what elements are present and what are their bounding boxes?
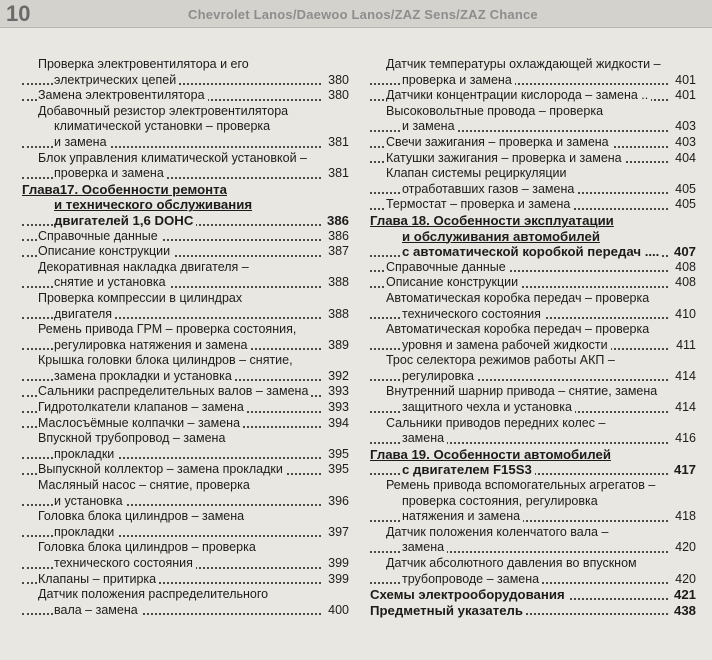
toc-entry-line: [22, 509, 349, 525]
toc-page-number: 403: [672, 135, 696, 151]
toc-entry-text: Проверка компрессии в цилиндрах: [38, 290, 243, 305]
toc-column-left: [22, 57, 349, 618]
toc-page-number: 386: [325, 229, 349, 245]
toc-entry-line: [370, 307, 696, 323]
toc-entry-line: [370, 509, 696, 525]
toc-entry-text: с автоматической коробкой передач ....: [402, 244, 662, 260]
toc-entry-text: Автоматическая коробка передач – проверка: [386, 322, 650, 337]
toc-page-number: 396: [325, 494, 349, 510]
toc-entry-line: [22, 119, 349, 135]
toc-entry-line: [370, 478, 696, 494]
toc-entry-line: [22, 400, 349, 416]
toc-entry-text: Добавочный резистор электровентилятора: [38, 103, 289, 118]
toc-entry-line: [22, 104, 349, 120]
toc-entry-line: [370, 119, 696, 135]
toc-entry-line: [22, 462, 349, 478]
toc-entry-line: [370, 369, 696, 385]
toc-page-number: 417: [671, 462, 696, 478]
toc-page-number: 401: [672, 73, 696, 89]
toc-entry-text: климатической установки – проверка: [54, 119, 271, 134]
toc-page-number: 386: [324, 213, 349, 229]
toc-entry-text: замена: [402, 540, 447, 556]
toc-entry-line: [370, 400, 696, 416]
toc-entry-text: уровня и замена рабочей жидкости: [402, 338, 611, 354]
toc-page-number: 387: [325, 244, 349, 260]
toc-page-number: 395: [325, 447, 349, 463]
toc-entry-text: регулировка: [402, 369, 477, 385]
toc-entry-line: [22, 57, 349, 73]
toc-entry-line: [370, 338, 696, 354]
toc-page-number: 388: [325, 275, 349, 291]
toc-entry-text: Клапан системы рециркуляции: [386, 166, 567, 181]
toc-entry-text: электрических цепей: [54, 73, 179, 89]
toc-entry-line: [22, 384, 349, 400]
toc-page-number: 397: [325, 525, 349, 541]
toc-entry-line: [22, 275, 349, 291]
toc-page-number: 401: [672, 88, 696, 104]
toc-entry-line: [370, 275, 696, 291]
toc-page-number: 414: [672, 400, 696, 416]
toc-entry-line: [370, 197, 696, 213]
toc-chapter-line: [370, 244, 696, 260]
toc-entry-text: замена: [402, 431, 447, 447]
page-header: [0, 0, 712, 28]
toc-chapter-line: [370, 587, 696, 603]
toc-entry-text: Ремень привода вспомогательных агрегатов –: [386, 478, 656, 493]
toc-entry-line: [22, 307, 349, 323]
toc-entry-line: [22, 291, 349, 307]
toc-entry-text: прокладки: [54, 447, 117, 463]
toc-entry-text: проверка и замена: [54, 166, 167, 182]
toc-chapter-line: [22, 182, 349, 198]
toc-entry-text: и замена: [402, 119, 458, 135]
toc-entry-line: [22, 151, 349, 167]
toc-entry-text: Глава 18. Особенности эксплуатации: [370, 212, 614, 228]
toc-entry-text: натяжения и замена: [402, 509, 523, 525]
toc-entry-line: [22, 431, 349, 447]
toc-entry-line: [370, 151, 696, 167]
toc-chapter-line: [370, 229, 696, 245]
toc-entry-line: [370, 353, 696, 369]
toc-page-number: 399: [325, 556, 349, 572]
toc-entry-text: замена прокладки и установка: [54, 369, 235, 385]
toc-entry-text: Внутренний шарнир привода – снятие, замена: [386, 384, 658, 399]
toc-entry-line: [370, 104, 696, 120]
toc-page-number: 404: [672, 151, 696, 167]
toc-entry-text: Выпускной коллектор – замена прокладки: [38, 462, 286, 478]
toc-entry-line: [22, 338, 349, 354]
toc-entry-text: Крышка головки блока цилиндров – снятие,: [38, 353, 293, 368]
toc-page-number: 381: [325, 135, 349, 151]
toc-entry-text: и обслуживания автомобилей: [402, 228, 600, 244]
toc-entry-text: Сальники приводов передних колес –: [386, 415, 606, 430]
toc-page-number: 411: [673, 338, 696, 354]
toc-entry-text: вала – замена: [54, 603, 141, 619]
toc-entry-line: [370, 73, 696, 89]
toc-entry-text: Проверка электровентилятора и его: [38, 57, 249, 71]
toc-entry-text: прокладки: [54, 525, 117, 541]
toc-entry-text: Высоковольтные провода – проверка: [386, 103, 604, 118]
toc-entry-text: Глава17. Особенности ремонта: [22, 181, 227, 197]
toc-entry-text: Описание конструкции: [386, 275, 521, 291]
toc-entry-text: Автоматическая коробка передач – проверка: [386, 290, 650, 305]
toc-entry-text: Трос селектора режимов работы АКП –: [386, 353, 615, 368]
toc-page-number: 405: [672, 182, 696, 198]
toc-entry-text: Масляный насос – снятие, проверка: [38, 478, 250, 493]
toc-entry-line: [22, 540, 349, 556]
toc-entry-text: Датчик температуры охлаждающей жидкости –: [386, 57, 661, 71]
toc-page-number: 414: [672, 369, 696, 385]
toc-entry-line: [22, 478, 349, 494]
toc-entry-line: [370, 260, 696, 276]
toc-page-number: 408: [672, 275, 696, 291]
toc-page-number: 393: [325, 384, 349, 400]
toc-page-number: 400: [325, 603, 349, 619]
toc-entry-line: [370, 540, 696, 556]
toc-entry-text: Датчики концентрации кислорода – замена ..: [386, 88, 651, 104]
toc-entry-text: Замена электровентилятора: [38, 88, 208, 104]
toc-chapter-line: [22, 213, 349, 229]
toc-entry-text: и технического обслуживания: [54, 197, 253, 213]
toc-entry-text: Сальники распределительных валов – замена: [38, 384, 311, 400]
toc-entry-text: проверка состояния, регулировка: [402, 493, 598, 508]
toc-entry-text: Головка блока цилиндров – проверка: [38, 540, 256, 555]
toc-page-number: 410: [672, 307, 696, 323]
toc-entry-line: [22, 587, 349, 603]
toc-entry-text: Справочные данные: [38, 229, 161, 245]
toc-entry-text: Клапаны – притирка: [38, 572, 159, 588]
toc-entry-text: Схемы электрооборудования: [370, 587, 568, 603]
toc-entry-line: [370, 572, 696, 588]
toc-entry-line: [22, 166, 349, 182]
toc-entry-line: [22, 229, 349, 245]
toc-page-number: 388: [325, 307, 349, 323]
toc-page-number: 408: [672, 260, 696, 276]
toc-entry-text: Глава 19. Особенности автомобилей: [370, 446, 611, 462]
toc-entry-text: Датчик положения распределительного: [38, 587, 269, 602]
toc-entry-line: [370, 494, 696, 510]
toc-chapter-line: [370, 603, 696, 619]
toc-entry-text: Свечи зажигания – проверка и замена: [386, 135, 612, 151]
toc-entry-text: Датчик положения коленчатого вала –: [386, 524, 609, 539]
toc-page-number: 389: [325, 338, 349, 354]
toc-entry-text: Декоративная накладка двигателя –: [38, 259, 249, 274]
toc-page-number: 418: [672, 509, 696, 525]
toc-page-number: 420: [672, 540, 696, 556]
toc-entry-text: трубопроводе – замена: [402, 572, 542, 588]
toc-entry-text: защитного чехла и установка: [402, 400, 575, 416]
toc-entry-line: [370, 416, 696, 432]
toc-page-number: 393: [325, 400, 349, 416]
toc-entry-line: [22, 494, 349, 510]
toc-entry-text: технического состояния: [54, 556, 196, 572]
toc-entry-text: Предметный указатель: [370, 603, 526, 619]
toc-page-number: 438: [671, 603, 696, 619]
toc-page-number: 405: [672, 197, 696, 213]
toc-entry-text: технического состояния: [402, 307, 544, 323]
toc-entry-line: [22, 244, 349, 260]
toc-entry-text: отработавших газов – замена: [402, 182, 577, 198]
toc-page-number: 407: [671, 244, 696, 260]
toc-entry-text: проверка и замена: [402, 73, 515, 89]
toc-entry-text: Описание конструкции: [38, 244, 173, 260]
toc-page-number: 380: [325, 88, 349, 104]
toc-entry-text: регулировка натяжения и замена: [54, 338, 250, 354]
toc-entry-line: [370, 431, 696, 447]
toc-entry-line: [370, 57, 696, 73]
toc-entry-line: [22, 556, 349, 572]
toc-entry-text: Впускной трубопровод – замена: [38, 431, 226, 446]
toc-entry-text: Термостат – проверка и замена: [386, 197, 573, 213]
toc-page-number: 380: [325, 73, 349, 89]
toc-entry-line: [22, 353, 349, 369]
toc-chapter-line: [22, 197, 349, 213]
toc-chapter-line: [370, 213, 696, 229]
toc-entry-text: Блок управления климатической установкой –: [38, 150, 307, 165]
running-title: Chevrolet Lanos/Daewoo Lanos/ZAZ Sens/ZAZ Chance: [188, 7, 538, 22]
toc-entry-text: Справочные данные: [386, 260, 509, 276]
toc-entry-text: Головка блока цилиндров – замена: [38, 509, 245, 524]
toc-entry-text: двигателя: [54, 307, 115, 323]
toc-entry-line: [370, 322, 696, 338]
page-number: 10: [6, 1, 31, 26]
toc-page-number: 392: [325, 369, 349, 385]
toc-page-number: 421: [671, 587, 696, 603]
toc-chapter-line: [370, 447, 696, 463]
toc-entry-line: [22, 572, 349, 588]
toc-entry-line: [22, 88, 349, 104]
toc-entry-line: [22, 260, 349, 276]
toc-entry-text: Датчик абсолютного давления во впускном: [386, 556, 637, 570]
toc-entry-line: [370, 291, 696, 307]
toc-entry-line: [22, 135, 349, 151]
toc-entry-line: [22, 322, 349, 338]
toc-chapter-line: [370, 462, 696, 478]
toc-page-number: 394: [325, 416, 349, 432]
toc-entry-text: Гидротолкатели клапанов – замена: [38, 400, 247, 416]
toc-page-number: 395: [325, 462, 349, 478]
toc-page-number: 416: [672, 431, 696, 447]
toc-entry-text: с двигателем F15S3: [402, 462, 535, 478]
toc-entry-line: [22, 525, 349, 541]
toc-entry-line: [22, 73, 349, 89]
toc-entry-text: двигателей 1,6 DOHC: [54, 213, 196, 229]
toc-entry-line: [370, 166, 696, 182]
toc-page-number: 403: [672, 119, 696, 135]
toc-entry-line: [22, 416, 349, 432]
toc-entry-text: и установка: [54, 494, 126, 510]
toc-page-number: 399: [325, 572, 349, 588]
toc-entry-line: [370, 182, 696, 198]
toc-entry-line: [22, 603, 349, 619]
toc-entry-text: Ремень привода ГРМ – проверка состояния,: [38, 322, 297, 337]
toc-entry-text: и замена: [54, 135, 110, 151]
toc-entry-line: [22, 447, 349, 463]
toc-entry-line: [370, 525, 696, 541]
toc-page-number: 420: [672, 572, 696, 588]
toc-entry-text: Катушки зажигания – проверка и замена: [386, 151, 625, 167]
toc-entry-line: [370, 88, 696, 104]
toc-entry-line: [370, 135, 696, 151]
toc-entry-text: Маслосъёмные колпачки – замена: [38, 416, 243, 432]
toc-entry-line: [370, 384, 696, 400]
toc-entry-line: [22, 369, 349, 385]
toc-entry-text: снятие и установка: [54, 275, 169, 291]
toc-column-right: [370, 57, 696, 618]
toc-entry-line: [370, 556, 696, 572]
toc-page-number: 381: [325, 166, 349, 182]
